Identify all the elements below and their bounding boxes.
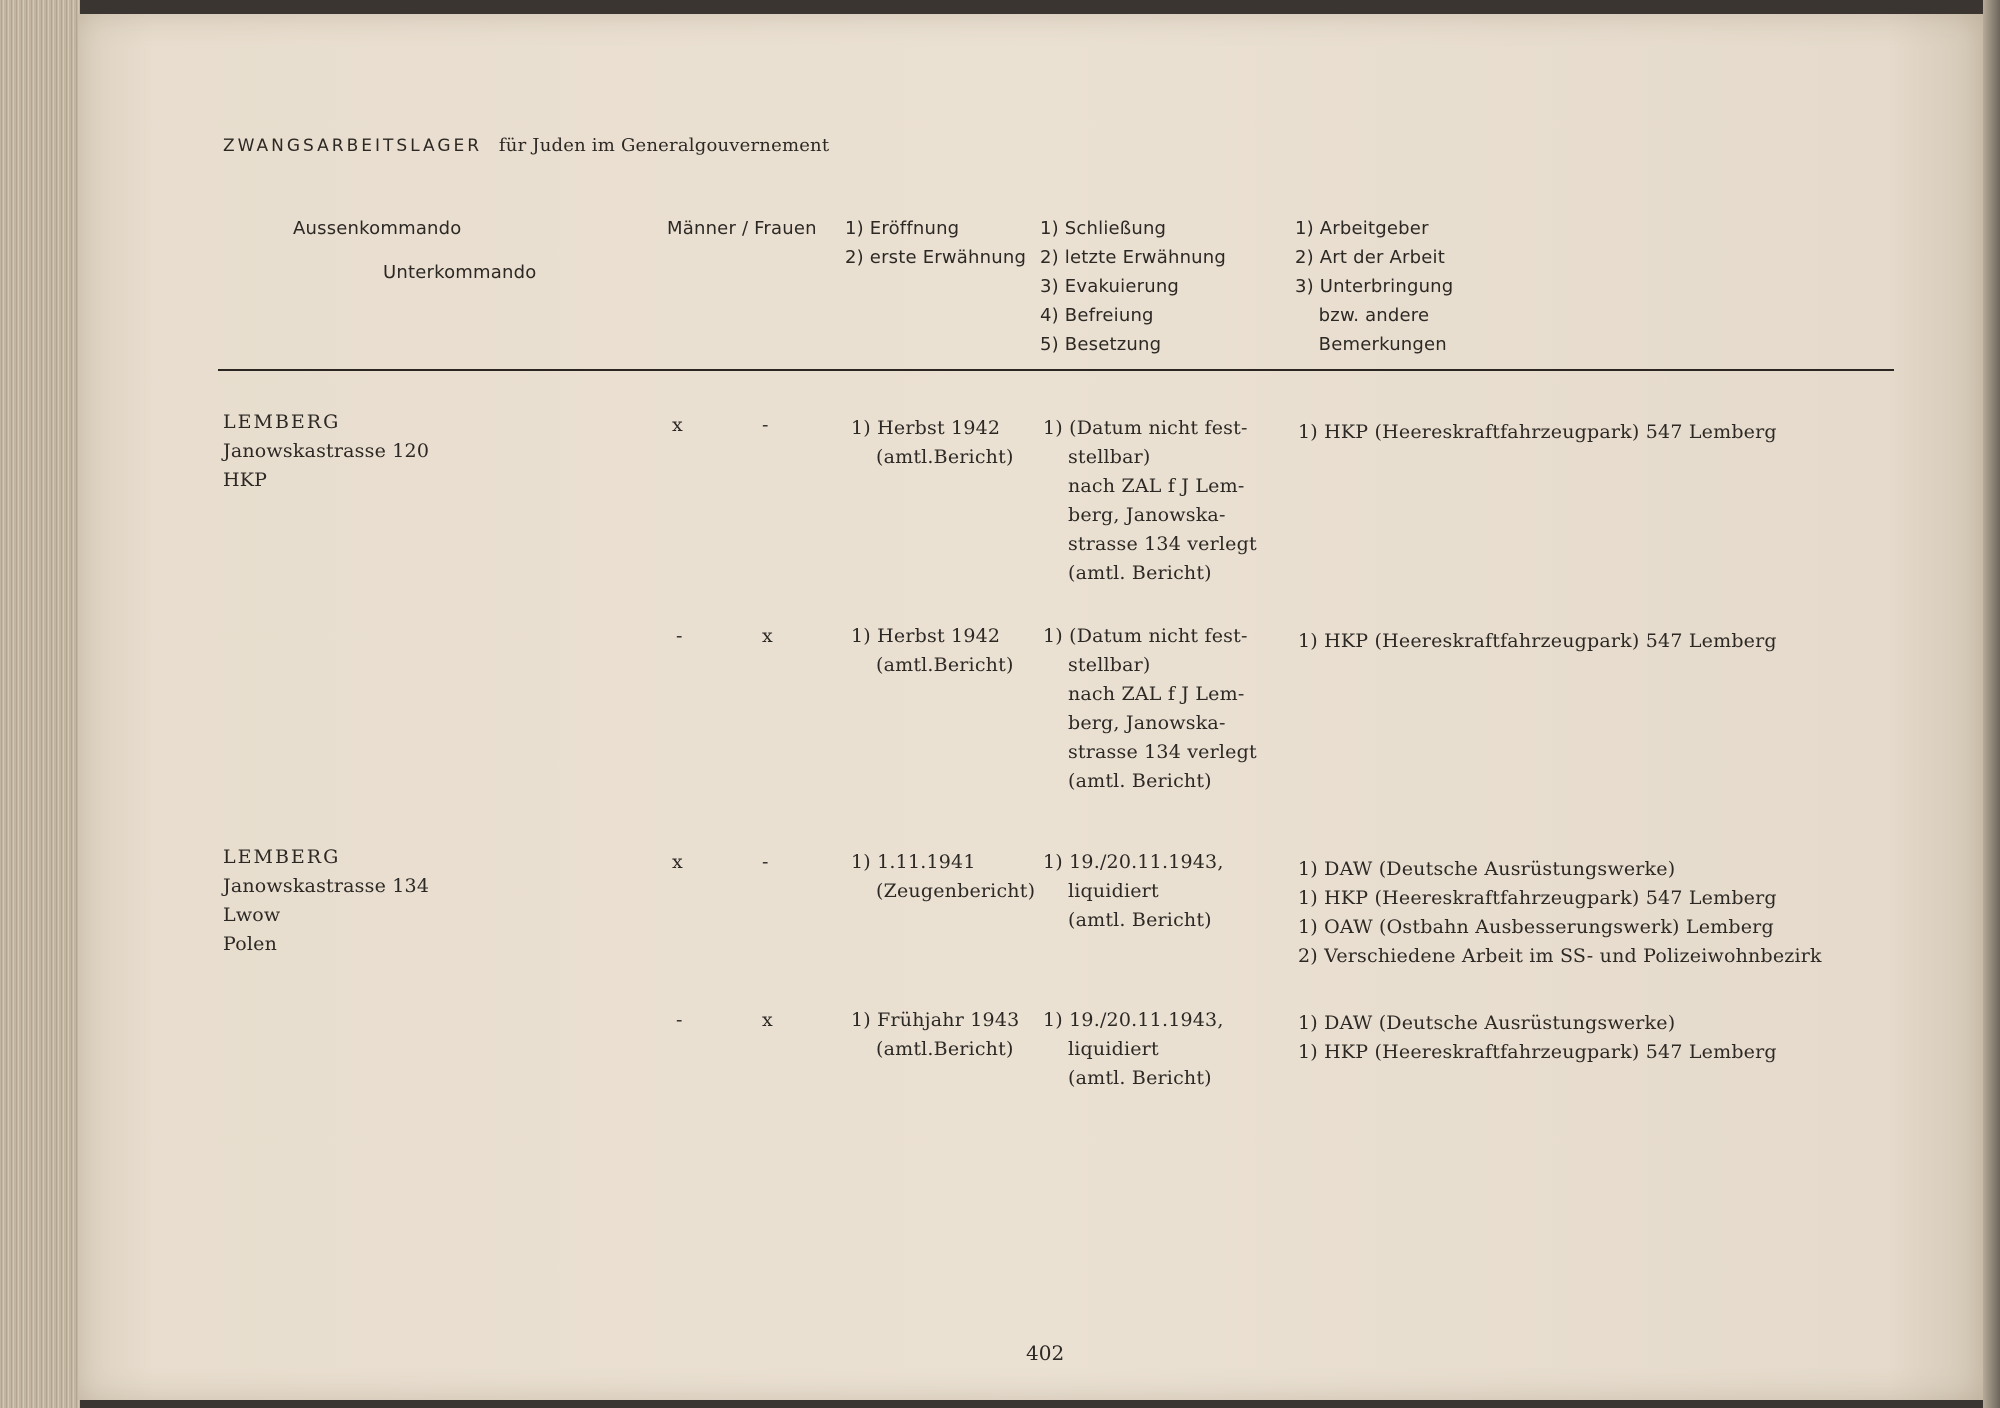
schliessung-cell — [1043, 622, 1257, 796]
location-line: Janowskastrasse 134 — [223, 875, 430, 897]
schliessung-cell — [1043, 848, 1224, 935]
cell-line: (amtl. Bericht) — [1043, 562, 1212, 584]
col-header-aussenkommando: Aussenkommando — [293, 218, 462, 239]
book-page-edges — [0, 0, 80, 1408]
col-header-line: bzw. andere — [1295, 305, 1430, 326]
arbeitgeber-cell — [1298, 627, 1777, 656]
header-divider-rule — [218, 369, 1894, 371]
cell-line: 1) (Datum nicht fest- — [1043, 625, 1248, 647]
col-header-line: Bemerkungen — [1295, 334, 1447, 355]
cell-line: stellbar) — [1043, 446, 1151, 468]
cell-line: nach ZAL f J Lem- — [1043, 475, 1245, 497]
page-subtitle: für Juden im Generalgouvernement — [498, 135, 830, 156]
cell-line: nach ZAL f J Lem- — [1043, 683, 1245, 705]
cell-line: (amtl. Bericht) — [1043, 770, 1212, 792]
location-city: LEMBERG — [223, 411, 341, 433]
cell-line: liquidiert — [1043, 1038, 1159, 1060]
cell-line: 1) 1.11.1941 — [851, 851, 976, 873]
book-spine-shadow — [1983, 0, 2000, 1408]
cell-line: 1) 19./20.11.1943, — [1043, 851, 1224, 873]
entry-location — [223, 843, 429, 959]
schliessung-cell — [1043, 1006, 1224, 1093]
arbeitgeber-cell — [1298, 1009, 1777, 1067]
maenner-mark: x — [672, 414, 683, 436]
col-header-line: 1) Schließung — [1040, 218, 1167, 239]
cell-line: 1) HKP (Heereskraftfahrzeugpark) 547 Lemberg — [1298, 421, 1777, 443]
cell-line: 1) DAW (Deutsche Ausrüstungswerke) — [1298, 1012, 1676, 1034]
col-header-line: 5) Besetzung — [1040, 334, 1162, 355]
cell-line: strasse 134 verlegt — [1043, 741, 1257, 763]
cell-line: 1) HKP (Heereskraftfahrzeugpark) 547 Lemberg — [1298, 1041, 1777, 1063]
cell-line: 1) HKP (Heereskraftfahrzeugpark) 547 Lemberg — [1298, 630, 1777, 652]
location-city: LEMBERG — [223, 846, 341, 868]
eroeffnung-cell — [851, 848, 1035, 906]
cell-line: (amtl.Bericht) — [851, 654, 1014, 676]
cell-line: (amtl.Bericht) — [851, 1038, 1014, 1060]
maenner-mark: - — [676, 1009, 683, 1031]
col-header-line: 2) letzte Erwähnung — [1040, 247, 1227, 268]
cell-line: stellbar) — [1043, 654, 1151, 676]
schliessung-cell — [1043, 414, 1257, 588]
cell-line: 1) HKP (Heereskraftfahrzeugpark) 547 Lemberg — [1298, 887, 1777, 909]
col-header-unterkommando: Unterkommando — [383, 262, 537, 283]
col-header-line: 1) Arbeitgeber — [1295, 218, 1429, 239]
eroeffnung-cell — [851, 1006, 1019, 1064]
cell-line: (amtl.Bericht) — [851, 446, 1014, 468]
location-line: HKP — [223, 469, 268, 491]
cell-line: 1) (Datum nicht fest- — [1043, 417, 1248, 439]
frauen-mark: - — [762, 414, 769, 436]
location-line: Polen — [223, 933, 278, 955]
cell-line: berg, Janowska- — [1043, 504, 1226, 526]
cell-line: 1) OAW (Ostbahn Ausbesserungswerk) Lemberg — [1298, 916, 1774, 938]
col-header-eroeffnung — [845, 214, 1026, 272]
arbeitgeber-cell — [1298, 855, 1822, 971]
maenner-mark: - — [676, 625, 683, 647]
col-header-line: 3) Unterbringung — [1295, 276, 1454, 297]
cell-line: (Zeugenbericht) — [851, 880, 1036, 902]
page-number: 402 — [1026, 1341, 1065, 1365]
frauen-mark: x — [762, 1009, 773, 1031]
cell-line: berg, Janowska- — [1043, 712, 1226, 734]
col-header-maenner-frauen: Männer / Frauen — [667, 218, 817, 239]
eroeffnung-cell — [851, 414, 1014, 472]
entry-location — [223, 408, 429, 495]
cell-line: 1) Herbst 1942 — [851, 625, 1001, 647]
col-header-line: 2) Art der Arbeit — [1295, 247, 1445, 268]
cell-line: strasse 134 verlegt — [1043, 533, 1257, 555]
col-header-schliessung — [1040, 214, 1226, 359]
col-header-arbeitgeber — [1295, 214, 1453, 359]
cell-line: 2) Verschiedene Arbeit im SS- und Polizeiwohnbezirk — [1298, 945, 1822, 967]
frauen-mark: x — [762, 625, 773, 647]
col-header-line: 3) Evakuierung — [1040, 276, 1180, 297]
frauen-mark: - — [762, 851, 769, 873]
arbeitgeber-cell — [1298, 418, 1777, 447]
cell-line: 1) Herbst 1942 — [851, 417, 1001, 439]
page-title: ZWANGSARBEITSLAGER für Juden im Generalgouvernement — [223, 135, 830, 156]
cell-line: 1) Frühjahr 1943 — [851, 1009, 1020, 1031]
cell-line: liquidiert — [1043, 880, 1159, 902]
eroeffnung-cell — [851, 622, 1014, 680]
location-line: Lwow — [223, 904, 281, 926]
cell-line: (amtl. Bericht) — [1043, 1067, 1212, 1089]
location-line: Janowskastrasse 120 — [223, 440, 430, 462]
cell-line: (amtl. Bericht) — [1043, 909, 1212, 931]
cell-line: 1) 19./20.11.1943, — [1043, 1009, 1224, 1031]
cell-line: 1) DAW (Deutsche Ausrüstungswerke) — [1298, 858, 1676, 880]
col-header-line: 1) Eröffnung — [845, 218, 960, 239]
maenner-mark: x — [672, 851, 683, 873]
col-header-line: 4) Befreiung — [1040, 305, 1154, 326]
col-header-line: 2) erste Erwähnung — [845, 247, 1027, 268]
